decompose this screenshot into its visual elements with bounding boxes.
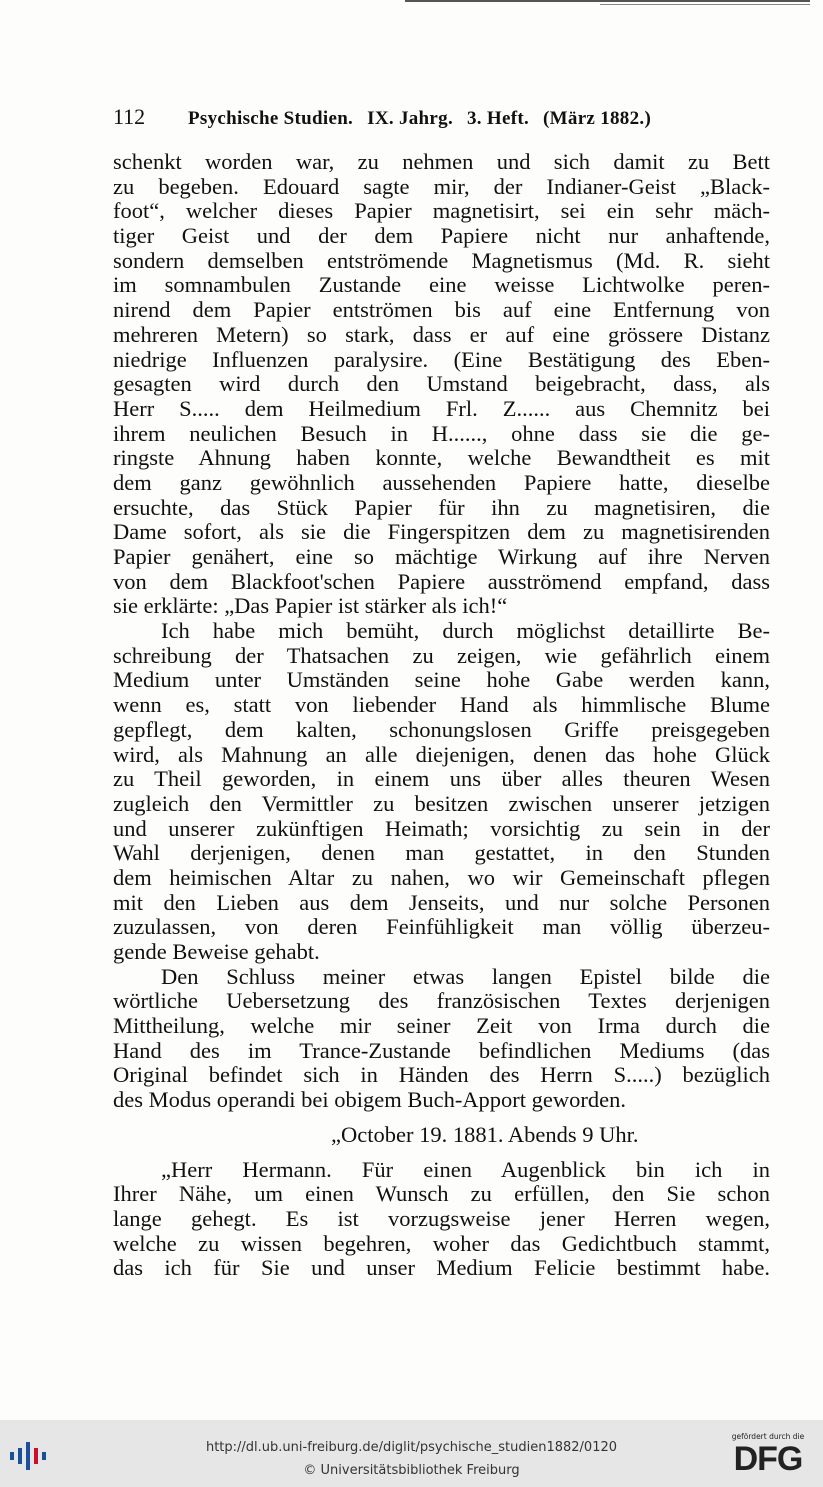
source-url[interactable]: http://dl.ub.uni-freiburg.de/diglit/psychische_studien1882/0120 [205, 1440, 618, 1455]
text-line: tiger Geist und der dem Papiere nicht nur anhaftende, [113, 223, 770, 249]
text-line: lange gehegt. Es ist vorzugsweise jener Herren wegen, [113, 1205, 770, 1231]
text-line: Herr S..... dem Heilmedium Frl. Z...... aus Chemnitz bei [113, 395, 770, 421]
text-line: gepflegt, dem kalten, schonungslosen Griffe preisgegeben [113, 716, 770, 742]
text-line: dem ganz gewöhnlich aussehenden Papiere hatte, dieselbe [113, 469, 770, 495]
text-line: gesagten wird durch den Umstand beigebracht, dass, als [113, 371, 770, 397]
text-line: wenn es, statt von liebender Hand als himmlische Blume [113, 692, 770, 718]
text-line: von dem Blackfoot'schen Papiere ausströmend empfand, dass [113, 568, 770, 594]
top-rule [405, 0, 810, 2]
running-header [113, 104, 773, 130]
top-rule-secondary [600, 4, 810, 5]
text-line: Ich habe mich bemüht, durch möglichst detaillirte Be- [161, 618, 770, 644]
text-line: dem heimischen Altar zu nahen, wo wir Gemeinschaft pflegen [113, 864, 770, 890]
page-number: 112 [113, 104, 146, 129]
text-line: zu Theil geworden, in einem uns über alles theuren Wesen [113, 766, 770, 792]
viewer-footer [0, 1420, 823, 1487]
text-line: im somnambulen Zustande eine weisse Lichtwolke peren- [113, 272, 770, 298]
text-line: und unserer zukünftigen Heimath; vorsichtig zu sein in der [113, 815, 770, 841]
text-line: zuzulassen, von deren Feinfühligkeit man völlig überzeu- [113, 914, 770, 940]
dfg-wordmark: DFG [733, 1440, 803, 1478]
text-line: welche zu wissen begehren, woher das Gedichtbuch stammt, [113, 1230, 770, 1256]
copyright-notice: © Universitätsbibliothek Freiburg [303, 1463, 520, 1478]
text-line: Medium unter Umständen seine hohe Gabe werden kann, [113, 667, 770, 693]
text-line: schenkt worden war, zu nehmen und sich damit zu Bett [113, 149, 770, 174]
text-line: zu begeben. Edouard sagte mir, der Indianer-Geist „Black- [113, 173, 770, 199]
text-line: mehreren Metern) so stark, dass er auf eine grössere Distanz [113, 321, 770, 347]
text-line: sondern demselben entströmende Magnetismus (Md. R. sieht [113, 247, 770, 273]
text-line: Hand des im Trance-Zustande befindlichen Mediums (das [113, 1037, 770, 1063]
text-line: wird, als Mahnung an alle diejenigen, denen das hohe Glück [113, 741, 770, 767]
text-line: Dame sofort, als sie die Fingerspitzen dem zu magnetisirenden [113, 519, 770, 545]
dateline: „October 19. 1881. Abends 9 Uhr. [331, 1121, 639, 1147]
text-line: das ich für Sie und unser Medium Felicie bestimmt habe. [113, 1255, 770, 1281]
body-text [113, 150, 770, 1281]
text-line: „Herr Hermann. Für einen Augenblick bin ich in [161, 1156, 770, 1182]
text-line: des Modus operandi bei obigem Buch-Apport geworden. [113, 1087, 627, 1113]
text-line: ihrem neulichen Besuch in H......, ohne dass sie die ge- [113, 420, 770, 446]
text-line: nirend dem Papier entströmen bis auf eine Entfernung von [113, 297, 770, 323]
funding-caption: gefördert durch die [731, 1432, 805, 1441]
text-line: Ihrer Nähe, um einen Wunsch zu erfüllen, den Sie schon [113, 1181, 770, 1207]
journal-volume: IX. Jahrg. [367, 108, 453, 129]
text-line: wörtliche Uebersetzung des französischen Textes derjenigen [113, 988, 770, 1014]
dfg-logo [723, 1432, 813, 1480]
text-line: Wahl derjenigen, denen man gestattet, in den Stunden [113, 840, 770, 866]
text-line: foot“, welcher dieses Papier magnetisirt, sei ein sehr mäch- [113, 198, 770, 224]
text-line: zugleich den Vermittler zu besitzen zwischen unserer jetzigen [113, 790, 770, 816]
text-line: schreibung der Thatsachen zu zeigen, wie gefährlich einem [113, 642, 770, 668]
journal-title: Psychische Studien. [188, 108, 354, 129]
journal-issue: 3. Heft. [467, 108, 530, 129]
text-line: mit den Lieben aus dem Jenseits, und nur solche Personen [113, 889, 770, 915]
text-line: Mittheilung, welche mir seiner Zeit von Irma durch die [113, 1013, 770, 1039]
text-line: gende Beweise gehabt. [113, 939, 320, 964]
text-line: niedrige Influenzen paralysire. (Eine Bestätigung des Eben- [113, 346, 770, 372]
text-line: Den Schluss meiner etwas langen Epistel bilde die [161, 963, 770, 989]
journal-date: (März 1882.) [543, 108, 652, 129]
text-line: ringste Ahnung haben konnte, welche Bewandtheit es mit [113, 445, 770, 471]
text-line: Original befindet sich in Händen des Herrn S.....) bezüglich [113, 1062, 770, 1088]
text-line: sie erklärte: „Das Papier ist stärker als ich!“ [113, 593, 508, 619]
text-line: ersuchte, das Stück Papier für ihn zu magnetisiren, die [113, 494, 770, 520]
text-line: Papier genähert, eine so mächtige Wirkung auf ihre Nerven [113, 544, 770, 569]
